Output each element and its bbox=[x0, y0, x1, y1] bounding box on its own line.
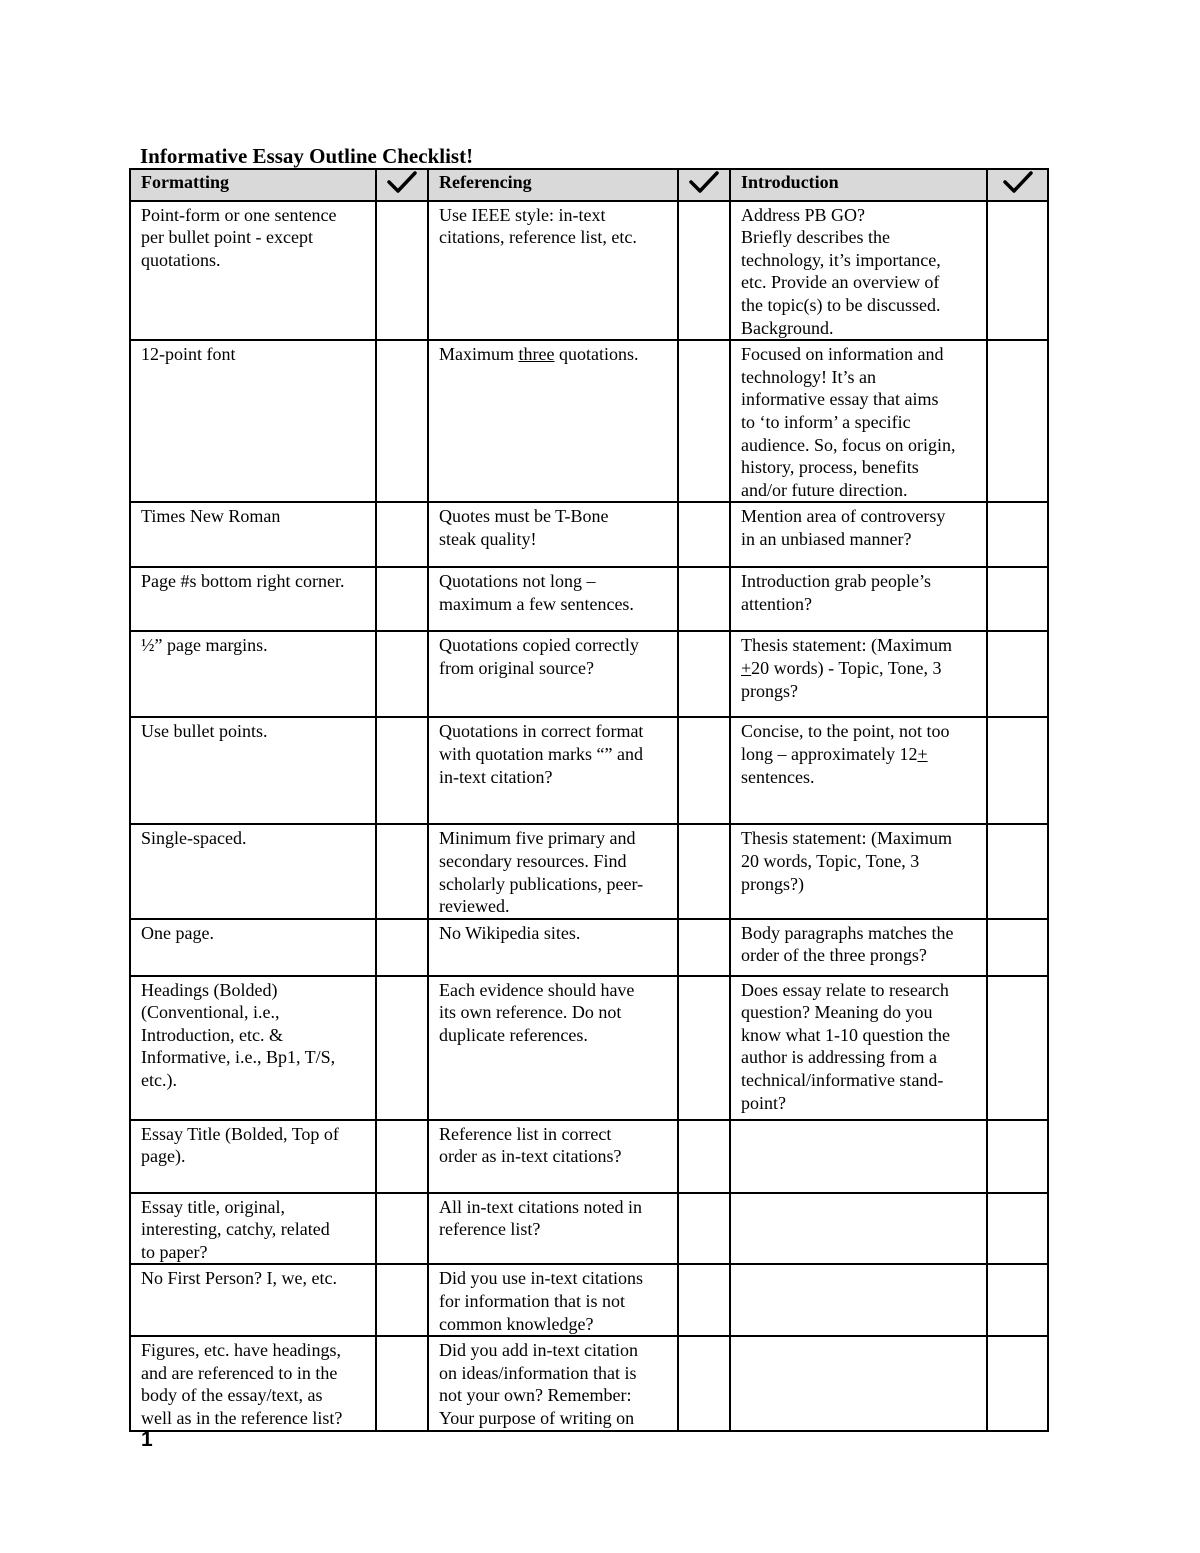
formatting-checkbox[interactable] bbox=[376, 1120, 428, 1193]
formatting-checkbox[interactable] bbox=[376, 340, 428, 502]
formatting-checkbox[interactable] bbox=[376, 824, 428, 918]
formatting-item: One page. bbox=[130, 919, 376, 976]
checkmark-icon bbox=[1002, 170, 1034, 194]
introduction-checkbox[interactable] bbox=[987, 824, 1048, 918]
introduction-item bbox=[730, 1336, 987, 1430]
header-row bbox=[130, 169, 1048, 201]
introduction-item: Address PB GO? Briefly describes the technology, it’s importance, etc. Provide an overview of the topic(s) to be discussed. Background. bbox=[730, 201, 987, 341]
checkmark-icon bbox=[688, 170, 720, 194]
formatting-checkbox[interactable] bbox=[376, 976, 428, 1120]
checklist-row bbox=[130, 502, 1048, 567]
introduction-checkbox[interactable] bbox=[987, 1193, 1048, 1265]
referencing-checkbox[interactable] bbox=[678, 1120, 730, 1193]
introduction-checkbox[interactable] bbox=[987, 567, 1048, 631]
formatting-item: No First Person? I, we, etc. bbox=[130, 1264, 376, 1336]
formatting-item: Essay Title (Bolded, Top of page). bbox=[130, 1120, 376, 1193]
referencing-item: Quotations copied correctly from original source? bbox=[428, 631, 678, 717]
introduction-item bbox=[730, 1120, 987, 1193]
formatting-checkbox[interactable] bbox=[376, 201, 428, 341]
introduction-item: Body paragraphs matches the order of the three prongs? bbox=[730, 919, 987, 976]
referencing-checkbox[interactable] bbox=[678, 631, 730, 717]
referencing-item: Each evidence should have its own reference. Do not duplicate references. bbox=[428, 976, 678, 1120]
header-check-formatting bbox=[376, 169, 428, 201]
introduction-checkbox[interactable] bbox=[987, 631, 1048, 717]
header-referencing: Referencing bbox=[428, 169, 678, 201]
introduction-item bbox=[730, 1193, 987, 1265]
formatting-item: Headings (Bolded) (Conventional, i.e., Introduction, etc. & Informative, i.e., Bp1, T/S, etc.). bbox=[130, 976, 376, 1120]
referencing-checkbox[interactable] bbox=[678, 1193, 730, 1265]
formatting-checkbox[interactable] bbox=[376, 631, 428, 717]
introduction-checkbox[interactable] bbox=[987, 1120, 1048, 1193]
formatting-checkbox[interactable] bbox=[376, 1264, 428, 1336]
introduction-checkbox[interactable] bbox=[987, 1264, 1048, 1336]
formatting-item: Use bullet points. bbox=[130, 717, 376, 824]
introduction-item bbox=[730, 1264, 987, 1336]
referencing-item: Reference list in correct order as in-text citations? bbox=[428, 1120, 678, 1193]
checklist-row bbox=[130, 919, 1048, 976]
checklist-row bbox=[130, 1336, 1048, 1430]
checklist-row bbox=[130, 340, 1048, 502]
introduction-checkbox[interactable] bbox=[987, 201, 1048, 341]
formatting-checkbox[interactable] bbox=[376, 1193, 428, 1265]
introduction-checkbox[interactable] bbox=[987, 717, 1048, 824]
introduction-item: Thesis statement: (Maximum +20 words) - Topic, Tone, 3 prongs? bbox=[730, 631, 987, 717]
introduction-item: Concise, to the point, not too long – approximately 12+ sentences. bbox=[730, 717, 987, 824]
introduction-item: Mention area of controversy in an unbiased manner? bbox=[730, 502, 987, 567]
referencing-item: Maximum three quotations. bbox=[428, 340, 678, 502]
header-introduction: Introduction bbox=[730, 169, 987, 201]
formatting-checkbox[interactable] bbox=[376, 919, 428, 976]
referencing-item: No Wikipedia sites. bbox=[428, 919, 678, 976]
introduction-item: Focused on information and technology! It’s an informative essay that aims to ‘to inform’ a specific audience. So, focus on origin, history, process, benefits and/or future direction. bbox=[730, 340, 987, 502]
referencing-item: Quotations in correct format with quotation marks “” and in-text citation? bbox=[428, 717, 678, 824]
formatting-item: Point-form or one sentence per bullet point - except quotations. bbox=[130, 201, 376, 341]
introduction-item: Introduction grab people’s attention? bbox=[730, 567, 987, 631]
header-check-referencing bbox=[678, 169, 730, 201]
checklist-row bbox=[130, 976, 1048, 1120]
referencing-item: All in-text citations noted in reference list? bbox=[428, 1193, 678, 1265]
referencing-item: Quotes must be T-Bone steak quality! bbox=[428, 502, 678, 567]
referencing-item: Did you add in-text citation on ideas/information that is not your own? Remember: Your purpose of writing on bbox=[428, 1336, 678, 1430]
introduction-checkbox[interactable] bbox=[987, 1336, 1048, 1430]
header-check-introduction bbox=[987, 169, 1048, 201]
referencing-checkbox[interactable] bbox=[678, 1264, 730, 1336]
introduction-checkbox[interactable] bbox=[987, 976, 1048, 1120]
checklist-row bbox=[130, 717, 1048, 824]
formatting-item: Figures, etc. have headings, and are referenced to in the body of the essay/text, as well as in the reference list? bbox=[130, 1336, 376, 1430]
checklist-row bbox=[130, 631, 1048, 717]
referencing-item: Quotations not long – maximum a few sentences. bbox=[428, 567, 678, 631]
introduction-checkbox[interactable] bbox=[987, 919, 1048, 976]
checklist-table bbox=[129, 168, 1049, 1432]
introduction-item: Thesis statement: (Maximum 20 words, Topic, Tone, 3 prongs?) bbox=[730, 824, 987, 918]
referencing-checkbox[interactable] bbox=[678, 502, 730, 567]
header-formatting: Formatting bbox=[130, 169, 376, 201]
formatting-item: Essay title, original, interesting, catchy, related to paper? bbox=[130, 1193, 376, 1265]
document-title: Informative Essay Outline Checklist! bbox=[140, 144, 474, 168]
referencing-checkbox[interactable] bbox=[678, 976, 730, 1120]
checklist-row bbox=[130, 1193, 1048, 1265]
formatting-item: Times New Roman bbox=[130, 502, 376, 567]
checklist-row bbox=[130, 824, 1048, 918]
checklist-row bbox=[130, 1120, 1048, 1193]
checklist-row bbox=[130, 1264, 1048, 1336]
formatting-checkbox[interactable] bbox=[376, 717, 428, 824]
introduction-checkbox[interactable] bbox=[987, 340, 1048, 502]
referencing-checkbox[interactable] bbox=[678, 919, 730, 976]
referencing-item: Minimum five primary and secondary resources. Find scholarly publications, peer- reviewed. bbox=[428, 824, 678, 918]
formatting-checkbox[interactable] bbox=[376, 567, 428, 631]
referencing-checkbox[interactable] bbox=[678, 717, 730, 824]
introduction-checkbox[interactable] bbox=[987, 502, 1048, 567]
introduction-item: Does essay relate to research question? Meaning do you know what 1-10 question the author is addressing from a technical/informative stand- point? bbox=[730, 976, 987, 1120]
formatting-item: Single-spaced. bbox=[130, 824, 376, 918]
referencing-item: Did you use in-text citations for information that is not common knowledge? bbox=[428, 1264, 678, 1336]
page-number: 1 bbox=[141, 1428, 153, 1451]
formatting-item: Page #s bottom right corner. bbox=[130, 567, 376, 631]
referencing-item: Use IEEE style: in-text citations, reference list, etc. bbox=[428, 201, 678, 341]
checkmark-icon bbox=[386, 170, 418, 194]
referencing-checkbox[interactable] bbox=[678, 1336, 730, 1430]
referencing-checkbox[interactable] bbox=[678, 567, 730, 631]
referencing-checkbox[interactable] bbox=[678, 201, 730, 341]
formatting-item: 12-point font bbox=[130, 340, 376, 502]
checklist-row bbox=[130, 201, 1048, 341]
checklist-row bbox=[130, 567, 1048, 631]
formatting-item: ½” page margins. bbox=[130, 631, 376, 717]
referencing-checkbox[interactable] bbox=[678, 824, 730, 918]
formatting-checkbox[interactable] bbox=[376, 502, 428, 567]
referencing-checkbox[interactable] bbox=[678, 340, 730, 502]
formatting-checkbox[interactable] bbox=[376, 1336, 428, 1430]
